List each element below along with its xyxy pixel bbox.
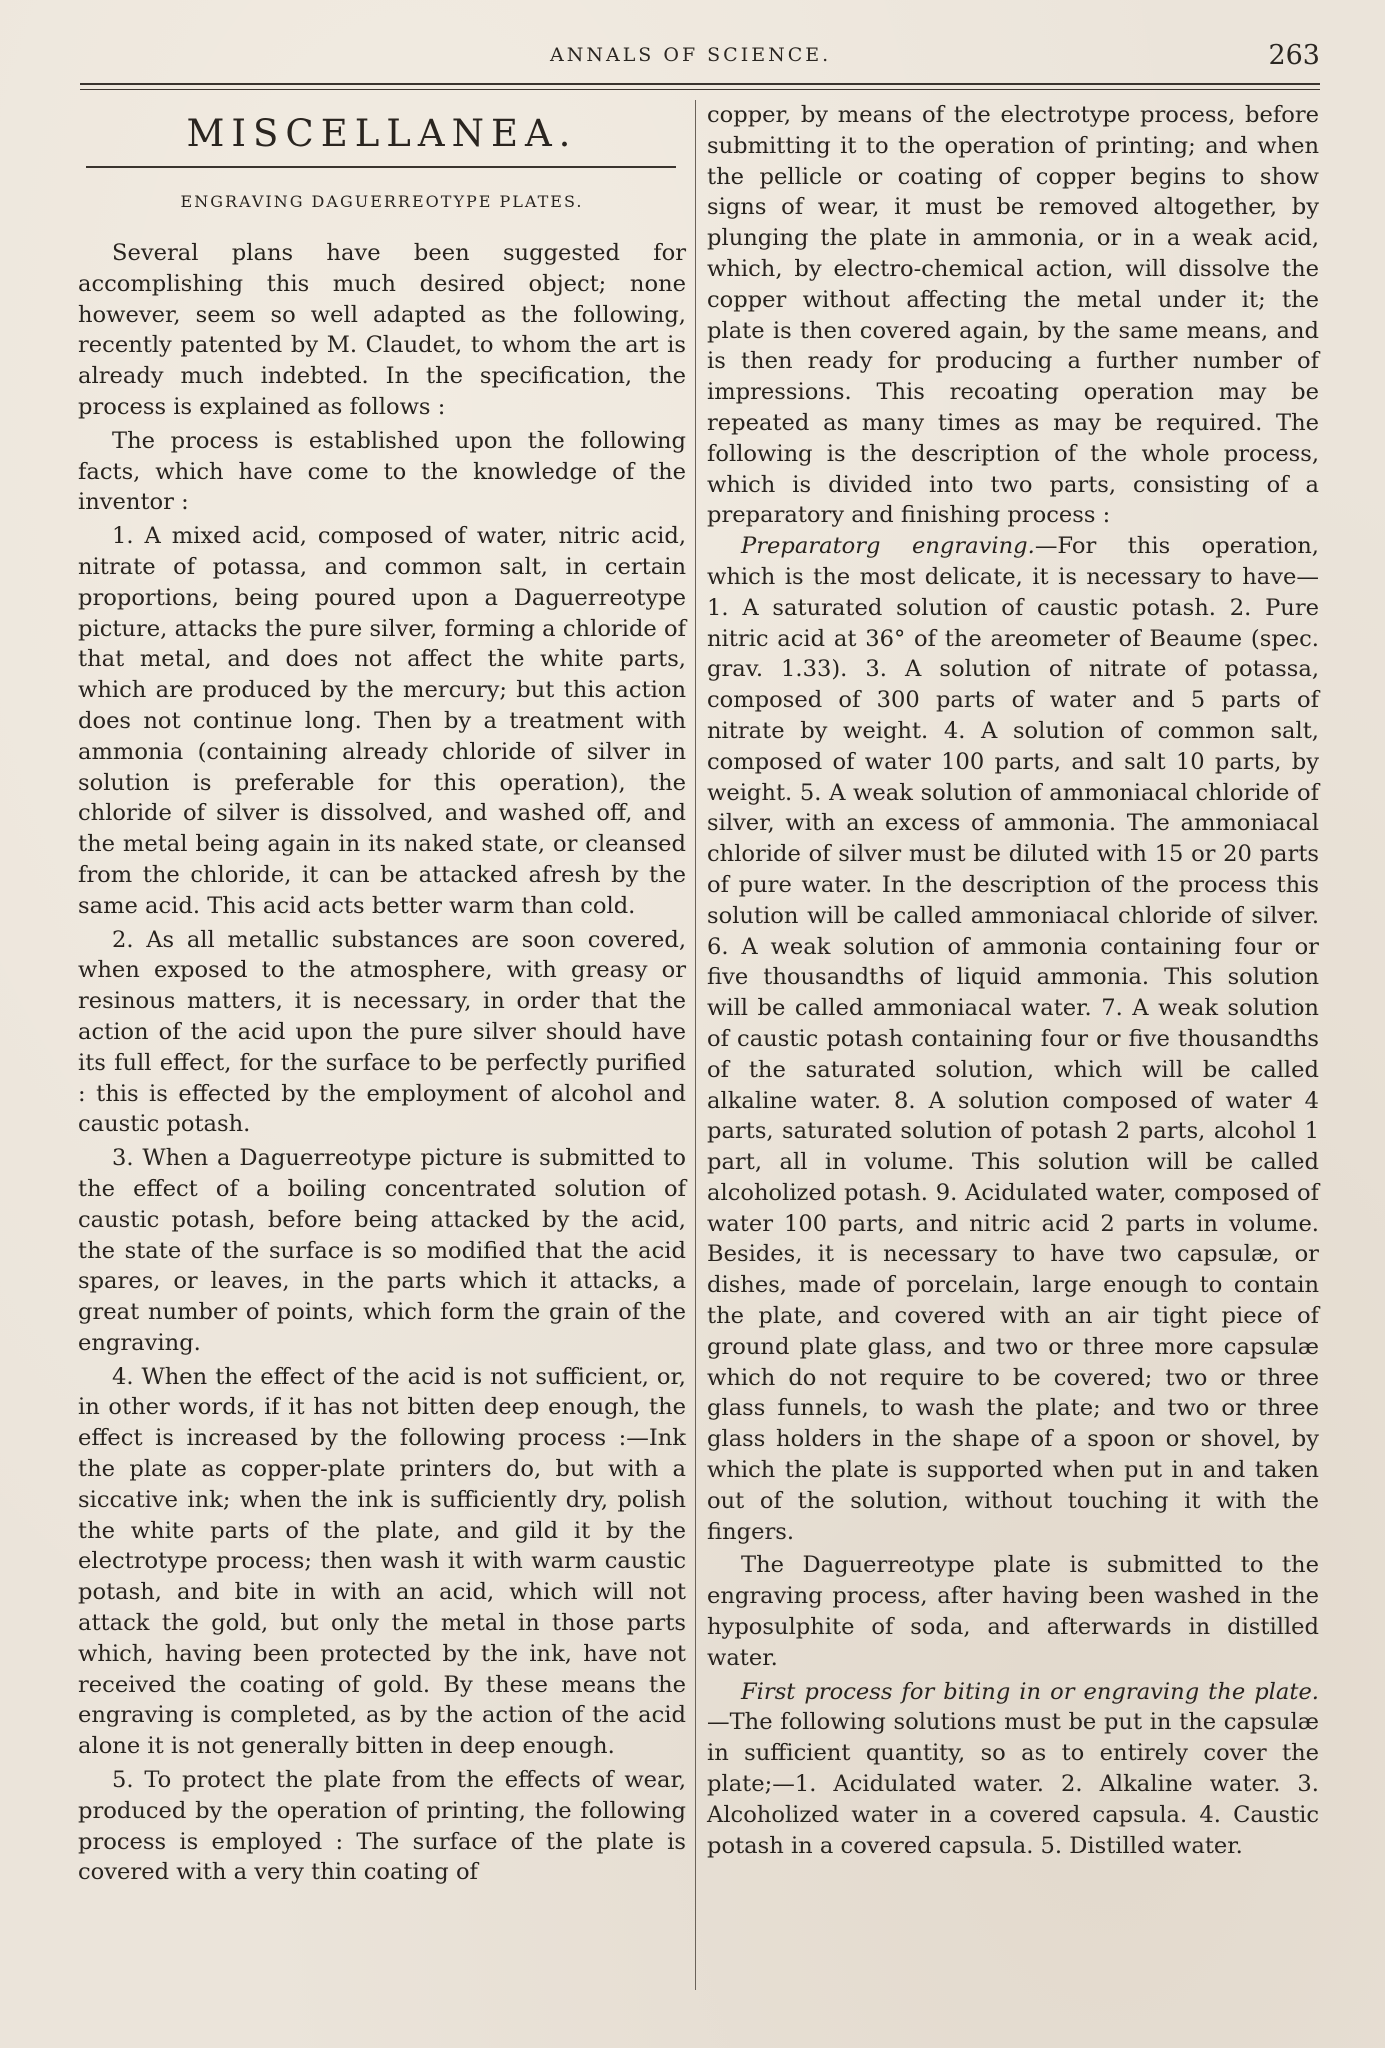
paragraph: Several plans have been suggested for accomplishing this much desired object; none however, seem so well adapted as the following, recently patented by M. Claudet, to whom the art is already much indebted. In the specification, the process is explained as follows : [78, 240, 686, 420]
paragraph: The process is established upon the following facts, which have come to the knowledge of the inventor : [78, 427, 686, 516]
header-rule-thin [80, 89, 1320, 90]
title-rule [86, 166, 676, 168]
page-number: 263 [1268, 40, 1320, 71]
right-column [707, 100, 1319, 1861]
paragraph: 3. When a Daguerreotype picture is submitted to the effect of a boiling concentrated solution of caustic potash, before being attacked by the acid, the state of the surface is so modified that the acid spares, or leaves, in the parts which it attacks, a great number of points, which form the grain of the engraving. [78, 1145, 686, 1356]
header-rule [80, 83, 1320, 85]
left-column [78, 100, 686, 1888]
paragraph-heading: First process for biting in or engraving the plate. [741, 1678, 1319, 1705]
paragraph-heading: Preparatorg engraving. [741, 533, 1035, 560]
running-head [80, 40, 1320, 70]
article-title: ENGRAVING DAGUERREOTYPE PLATES. [180, 192, 584, 211]
paragraph: 5. To protect the plate from the effects of wear, produced by the operation of printing, the following process is employed : The surface of the plate is covered with a very thin coating of [78, 1767, 686, 1886]
paragraph [707, 1677, 1319, 1862]
paragraph-body: —The following solutions must be put in the capsulæ in sufficient quantity, so as to entirely cover the plate;—1. Acidulated water. 2. Alkaline water. 3. Alcoholized water in a covered capsula. 4. Caustic potash in a covered capsula. 5. Distilled water. [707, 1709, 1319, 1859]
paragraph: copper, by means of the electrotype process, before submitting it to the operation of printing; and when the pellicle or coating of copper begins to show signs of wear, it must be removed altogether, by plunging the plate in ammonia, or in a weak acid, which, by electro-chemical action, will dissolve the copper without affecting the metal under it; the plate is then covered again, by the same means, and is then ready for producing a further number of impressions. This recoating operation may be repeated as many times as may be required. The following is the description of the whole process, which is divided into two parts, consisting of a preparatory and finishing process : [707, 102, 1319, 529]
column-divider [695, 100, 696, 1990]
running-title: ANNALS OF SCIENCE. [550, 44, 832, 66]
section-title: MISCELLANEA. [186, 112, 578, 155]
paragraph: 1. A mixed acid, composed of water, nitric acid, nitrate of potassa, and common salt, in certain proportions, being poured upon a Daguerreotype picture, attacks the pure silver, forming a chloride of that metal, and does not affect the white parts, which are produced by the mercury; but this action does not continue long. Then by a treatment with ammonia (containing already chloride of silver in solution is preferable for this operation), the chloride of silver is dissolved, and washed off, and the metal being again in its naked state, or cleansed from the chloride, it can be attacked afresh by the same acid. This acid acts better warm than cold. [78, 523, 686, 919]
paragraph: 2. As all metallic substances are soon covered, when exposed to the atmosphere, with greasy or resinous matters, it is necessary, in order that the action of the acid upon the pure silver should have its full effect, for the surface to be perfectly purified : this is effected by the employment of alcohol and caustic potash. [78, 926, 686, 1138]
paragraph: 4. When the effect of the acid is not sufficient, or, in other words, if it has not bitten deep enough, the effect is increased by the following process :—Ink the plate as copper-plate printers do, but with a siccative ink; when the ink is sufficiently dry, polish the white parts of the plate, and gild it by the electrotype process; then wash it with warm caustic potash, and bite in with an acid, which will not attack the gold, but only the metal in those parts which, having been protected by the ink, have not received the coating of gold. By these means the engraving is completed, as by the action of the acid alone it is not generally bitten in deep enough. [78, 1363, 686, 1760]
paragraph: The Daguerreotype plate is submitted to the engraving process, after having been washed in the hyposulphite of soda, and afterwards in distilled water. [707, 1552, 1319, 1671]
paragraph [707, 531, 1319, 1547]
paragraph-body: —For this operation, which is the most delicate, it is necessary to have—1. A saturated solution of caustic potash. 2. Pure nitric acid at 36° of the areometer of Beaume (spec. grav. 1.33). 3. A solution of nitrate of potassa, composed of 300 parts of water and 5 parts of nitrate by weight. 4. A solution of common salt, composed of water 100 parts, and salt 10 parts, by weight. 5. A weak solution of ammoniacal chloride of silver, with an excess of ammonia. The ammoniacal chloride of silver must be diluted with 15 or 20 parts of pure water. In the description of the process this solution will be called ammoniacal chloride of silver. 6. A weak solution of ammonia containing four or five thousandths of liquid ammonia. This solution will be called ammoniacal water. 7. A weak solution of caustic potash containing four or five thousandths of the saturated solution, which will be called alkaline water. 8. A solution composed of water 4 parts, saturated solution of potash 2 parts, alcohol 1 part, all in volume. This solution will be called alcoholized potash. 9. Acidulated water, composed of water 100 parts, and nitric acid 2 parts in volume. Besides, it is necessary to have two capsulæ, or dishes, made of porcelain, large enough to contain the plate, and covered with an air tight piece of ground plate glass, and two or three more capsulæ which do not require to be covered; two or three glass funnels, to wash the plate; and two or three glass holders in the shape of a spoon or shovel, by which the plate is supported when put in and taken out of the solution, without touching it with the fingers. [707, 533, 1319, 1545]
